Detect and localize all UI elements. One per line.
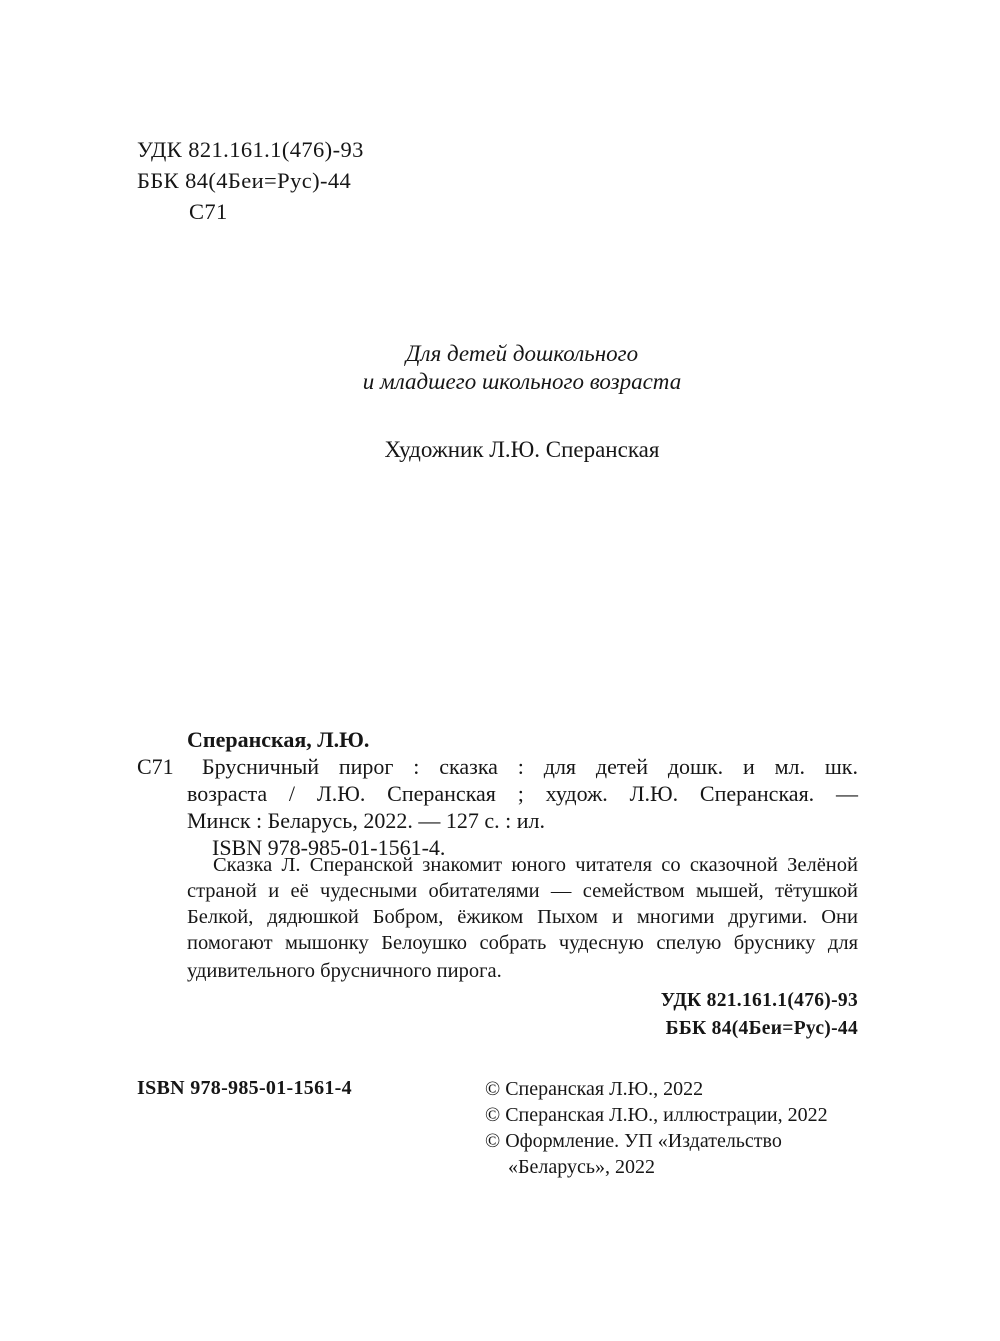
bbk-line: ББК 84(4Беи=Рус)-44 xyxy=(137,168,352,193)
annotation-line: страной и её чудесными обитателями — семейством мышей, тётушкой xyxy=(187,880,858,902)
copyright-line: © Сперанская Л.Ю., 2022 xyxy=(485,1078,704,1100)
catalog-card xyxy=(137,726,858,861)
audience-line-2: и младшего школьного возраста xyxy=(362,369,682,394)
catalog-card-author-sign: С71 xyxy=(137,754,174,779)
catalog-card-description-line: возраста / Л.Ю. Сперанская ; худож. Л.Ю. Сперанская. — xyxy=(187,781,858,806)
annotation-paragraph xyxy=(187,852,858,984)
copyright-line: © Сперанская Л.Ю., иллюстрации, 2022 xyxy=(485,1104,828,1126)
copyright-block xyxy=(485,1076,828,1180)
classification-block xyxy=(137,134,364,227)
catalog-card-description-line: Минск : Беларусь, 2022. — 127 с. : ил. xyxy=(187,808,545,833)
annotation-line: удивительного брусничного пирога. xyxy=(187,960,502,982)
catalog-card-description-line: Брусничный пирог : сказка : для детей дошк. и мл. шк. xyxy=(202,754,858,779)
author-sign: С71 xyxy=(189,199,228,224)
udk-line: УДК 821.161.1(476)-93 xyxy=(137,137,364,162)
isbn-bottom: ISBN 978-985-01-1561-4 xyxy=(137,1077,352,1099)
catalog-card-isbn-line: ISBN 978-985-01-1561-4. xyxy=(212,835,446,860)
artist-credit: Художник Л.Ю. Сперанская xyxy=(384,437,660,462)
annotation-line: Белкой, дядюшкой Бобром, ёжиком Пыхом и многими другими. Они xyxy=(187,906,858,928)
annotation-line: помогают мышонку Белоушко собрать чудесную спелую бруснику для xyxy=(187,932,858,954)
bbk-line-bottom: ББК 84(4Беи=Рус)-44 xyxy=(665,1018,858,1039)
copyright-line: © Оформление. УП «Издательство xyxy=(485,1130,782,1152)
audience-note xyxy=(44,340,1000,396)
classification-repeat-block xyxy=(661,987,858,1043)
copyright-line: «Беларусь», 2022 xyxy=(508,1156,655,1178)
udk-line-bottom: УДК 821.161.1(476)-93 xyxy=(660,990,858,1011)
catalog-card-body xyxy=(187,726,858,861)
catalog-card-author-heading: Сперанская, Л.Ю. xyxy=(187,727,370,752)
audience-line-1: Для детей дошкольного xyxy=(405,341,639,366)
annotation-line: Сказка Л. Сперанской знакомит юного читателя со сказочной Зелёной xyxy=(213,854,858,876)
